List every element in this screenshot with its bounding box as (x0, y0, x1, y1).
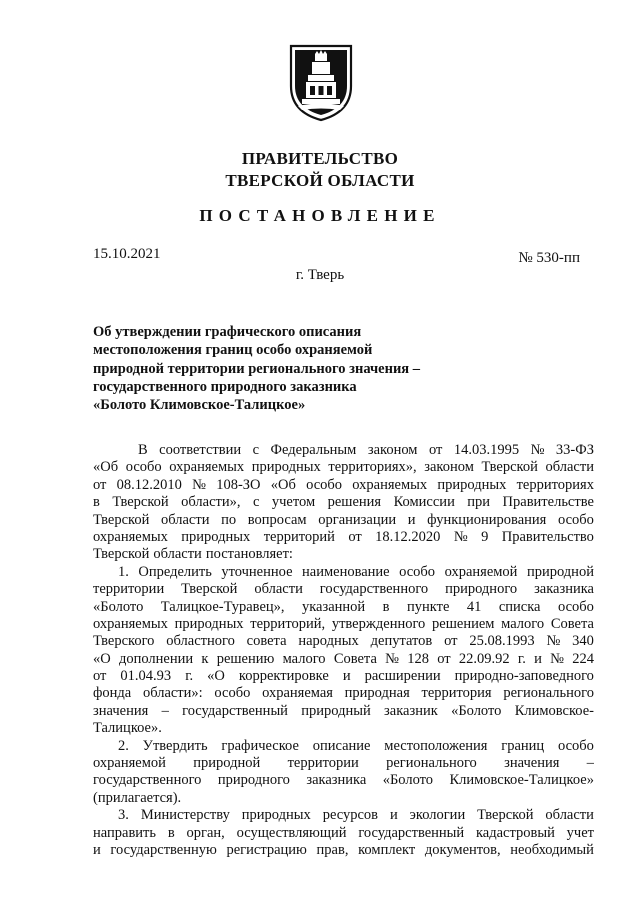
body-word: к (201, 650, 209, 667)
document-type-title: ПОСТАНОВЛЕНИЕ (199, 206, 441, 225)
body-line (93, 720, 594, 737)
body-word: местоположения (384, 737, 488, 754)
body-word: народных (298, 633, 359, 650)
body-word: в (93, 494, 100, 511)
body-word: заказника (534, 581, 594, 598)
body-word: Федеральным (270, 442, 357, 458)
body-word: регистрацию (226, 841, 307, 858)
body-word: Министерству (140, 807, 230, 824)
body-word: охраняемых (352, 476, 428, 493)
body-word: регионального (503, 685, 594, 702)
body-word: 01.04.93 (120, 668, 172, 685)
body-word: охраняемых (93, 615, 168, 632)
tver-coat-of-arms-emblem (288, 40, 354, 122)
body-word: законом (367, 442, 418, 458)
body-word: 9 (481, 528, 489, 545)
body-word: особо (214, 685, 251, 702)
body-word: прав, (316, 841, 349, 858)
body-word: особо (557, 511, 594, 528)
body-word: учетом (271, 494, 316, 511)
body-word: уточненное (221, 563, 293, 580)
body-word: функционирования (427, 511, 547, 528)
body-word: совета (246, 633, 287, 650)
body-word: № (550, 650, 564, 667)
body-word: 1. (118, 563, 129, 580)
body-word: природного (217, 772, 290, 789)
body-word: государственного (93, 772, 202, 789)
body-word: наименование (302, 563, 390, 580)
body-word: охраняемых (169, 459, 245, 476)
body-word: и (93, 841, 101, 858)
body-word: организации (318, 511, 397, 528)
body-word: и (389, 807, 398, 824)
body-word: 2. (118, 737, 129, 754)
body-line (93, 459, 594, 476)
body-word: (прилагается). (93, 789, 182, 806)
body-word: по (221, 511, 237, 528)
government-name-line1: ПРАВИТЕЛЬСТВО (241, 149, 399, 168)
body-word: 108-ЗО (216, 476, 261, 493)
subject-line: Об утверждении графического описания (93, 324, 362, 340)
body-word: при (467, 494, 491, 511)
body-word: Тверской (477, 807, 534, 824)
body-word: корректировке (238, 668, 329, 685)
body-word: «О (93, 650, 111, 667)
body-word: природных (241, 807, 311, 824)
body-word: 14.03.1995 (453, 442, 520, 458)
body-word: списка (498, 598, 541, 615)
body-word: природная (344, 685, 410, 702)
body-word: В (138, 442, 148, 458)
body-word: границ (501, 737, 545, 754)
body-line (93, 616, 594, 633)
document-body (93, 442, 594, 859)
body-line (93, 755, 594, 772)
body-word: с (252, 442, 260, 458)
body-line (93, 546, 594, 563)
body-word: территориях (516, 476, 594, 493)
body-word: пункте (407, 598, 450, 615)
body-word: государственный (182, 702, 288, 719)
body-word: Тверской (181, 581, 238, 598)
body-word: территориях», (328, 459, 417, 476)
body-word: учет (566, 824, 594, 841)
body-word: в (167, 824, 175, 841)
body-word: Тверской (112, 494, 169, 511)
body-word: территории (287, 755, 359, 772)
body-word: малого (282, 650, 326, 667)
body-word: графическое (221, 737, 299, 754)
body-word: в (382, 598, 390, 615)
subject-line: местоположения границ особо охраняемой (93, 342, 373, 359)
body-word: орган, (186, 824, 225, 841)
body-word: государственную (110, 841, 217, 858)
body-word: охраняемой (444, 563, 518, 580)
body-word: области (545, 459, 594, 476)
body-word: указанной (301, 598, 366, 615)
body-line (93, 564, 594, 581)
body-line (93, 685, 594, 702)
body-line (93, 772, 594, 789)
body-word: Совета (550, 615, 594, 632)
document-subject (93, 323, 420, 414)
document-city: г. Тверь (295, 267, 345, 283)
body-word: от (93, 476, 107, 493)
body-word: охраняемая (262, 685, 333, 702)
body-word: охраняемой (93, 755, 166, 772)
body-word: «Болото (93, 598, 144, 615)
body-word: территория (421, 685, 492, 702)
body-word: утвержденного (331, 615, 426, 632)
body-word: государственный (358, 824, 465, 841)
body-word: решением (432, 615, 495, 632)
body-word: области (254, 581, 303, 598)
body-word: 3. (118, 807, 129, 824)
body-word: природной (526, 563, 594, 580)
body-word: особо (557, 598, 594, 615)
body-word: вопросам (247, 511, 307, 528)
body-word: значения (93, 702, 149, 719)
body-line (93, 825, 594, 842)
body-word: Правительство (501, 528, 594, 545)
body-line (93, 703, 594, 720)
body-word: Определить (138, 563, 212, 580)
body-word: № (530, 442, 545, 458)
body-line (93, 581, 594, 598)
body-line (93, 790, 594, 807)
body-word: «Об (93, 459, 119, 476)
body-word: особо (558, 737, 594, 754)
body-word: № (453, 528, 468, 545)
body-line (93, 494, 594, 511)
body-word: заказник (384, 702, 438, 719)
body-word: природного (445, 581, 518, 598)
body-word: от (437, 650, 451, 667)
body-word: экологии (409, 807, 466, 824)
body-word: природных (251, 459, 321, 476)
body-word: природных (437, 476, 507, 493)
body-word: природных (174, 615, 244, 632)
body-word: соответствии (159, 442, 242, 458)
document-date: 15.10.2021 (93, 246, 161, 262)
body-word: депутатов (370, 633, 433, 650)
body-word: «Болото (451, 702, 502, 719)
body-line (93, 529, 594, 546)
body-word: природный (301, 702, 371, 719)
body-word: охраняемых (93, 528, 168, 545)
subject-line: государственного природного заказника (93, 378, 357, 395)
body-word: Климовское-Талицкое» (449, 772, 594, 789)
body-word: территорий (263, 528, 335, 545)
body-word: Комиссии (393, 494, 455, 511)
body-line (93, 442, 594, 459)
body-word: «О (207, 668, 225, 685)
body-word: необходимый (510, 841, 594, 858)
body-word: Талицкое». (93, 720, 162, 737)
body-word: 25.08.1993 (469, 633, 535, 650)
body-line (93, 633, 594, 650)
body-word: ресурсов (322, 807, 379, 824)
body-word: регионального (386, 755, 477, 772)
body-word: от (93, 668, 107, 685)
body-word: и (407, 511, 416, 528)
body-word: и (534, 650, 542, 667)
body-word: 22.09.92 (458, 650, 510, 667)
body-word: территорий, (250, 615, 326, 632)
body-word: постановляет: (205, 546, 293, 563)
body-word: – (586, 755, 594, 772)
body-word: области (545, 807, 594, 824)
body-word: Правительстве (502, 494, 594, 511)
body-word: 128 (407, 650, 429, 667)
body-word: Утвердить (142, 737, 208, 754)
body-word: особо (125, 459, 162, 476)
body-word: осуществляющий (236, 824, 347, 841)
body-word: «Об (270, 476, 296, 493)
body-line (93, 738, 594, 755)
subject-line: природной территории регионального значения – (93, 360, 421, 377)
body-word: расширении (364, 668, 441, 685)
body-word: 08.12.2010 (116, 476, 182, 493)
body-word: кадастровый (475, 824, 555, 841)
body-word: особо (306, 476, 343, 493)
body-word: законом (424, 459, 474, 476)
body-word: фонда (93, 685, 132, 702)
body-word: – (161, 702, 169, 719)
document-number: № 530-пп (518, 250, 580, 266)
body-word: 33-ФЗ (555, 442, 594, 458)
body-word: № (192, 476, 206, 493)
body-word: природно-заповедного (454, 668, 594, 685)
body-line (93, 668, 594, 685)
body-word: области»: (142, 685, 203, 702)
body-word: области (160, 511, 210, 528)
body-word: дополнении (118, 650, 194, 667)
body-word: территории (93, 581, 165, 598)
body-word: 18.12.2020 (375, 528, 441, 545)
body-word: № (546, 633, 561, 650)
body-word: особо (399, 563, 436, 580)
body-word: от (428, 442, 443, 458)
body-word: решения (327, 494, 382, 511)
body-line (93, 512, 594, 529)
body-word: «Болото (382, 772, 434, 789)
body-word: от (444, 633, 458, 650)
body-line (93, 807, 594, 824)
body-word: Тверской (481, 459, 538, 476)
body-word: государственного (319, 581, 429, 598)
body-line (93, 651, 594, 668)
body-word: области (153, 546, 202, 563)
body-word: природной (193, 755, 261, 772)
body-line (93, 599, 594, 616)
body-word: Совета (333, 650, 377, 667)
body-word: природных (181, 528, 251, 545)
body-word: от (348, 528, 362, 545)
body-word: г. (185, 668, 194, 685)
body-word: 224 (572, 650, 594, 667)
body-word: с (252, 494, 260, 511)
body-word: малого (501, 615, 545, 632)
government-name-line2: ТВЕРСКОЙ ОБЛАСТИ (225, 171, 415, 190)
body-word: направить (93, 824, 157, 841)
body-word: Талицкое-Туравец», (160, 598, 285, 615)
body-word: решению (216, 650, 275, 667)
body-word: комплект (358, 841, 416, 858)
body-word: и (342, 668, 351, 685)
body-word: 41 (466, 598, 482, 615)
body-word: 340 (572, 633, 594, 650)
body-word: Климовское- (514, 702, 594, 719)
body-word: Тверской (93, 546, 150, 563)
body-word: Тверского (93, 633, 155, 650)
body-word: области», (181, 494, 241, 511)
body-word: документов, (424, 841, 501, 858)
subject-line: «Болото Климовское-Талицкое» (93, 397, 306, 414)
body-word: значения (504, 755, 560, 772)
body-word: областного (166, 633, 235, 650)
body-word: заказника (306, 772, 367, 789)
body-word: Тверской (93, 511, 150, 528)
body-line (93, 477, 594, 494)
body-word: г. (517, 650, 526, 667)
body-line (93, 842, 594, 859)
body-word: № (385, 650, 399, 667)
body-word: описание (312, 737, 371, 754)
